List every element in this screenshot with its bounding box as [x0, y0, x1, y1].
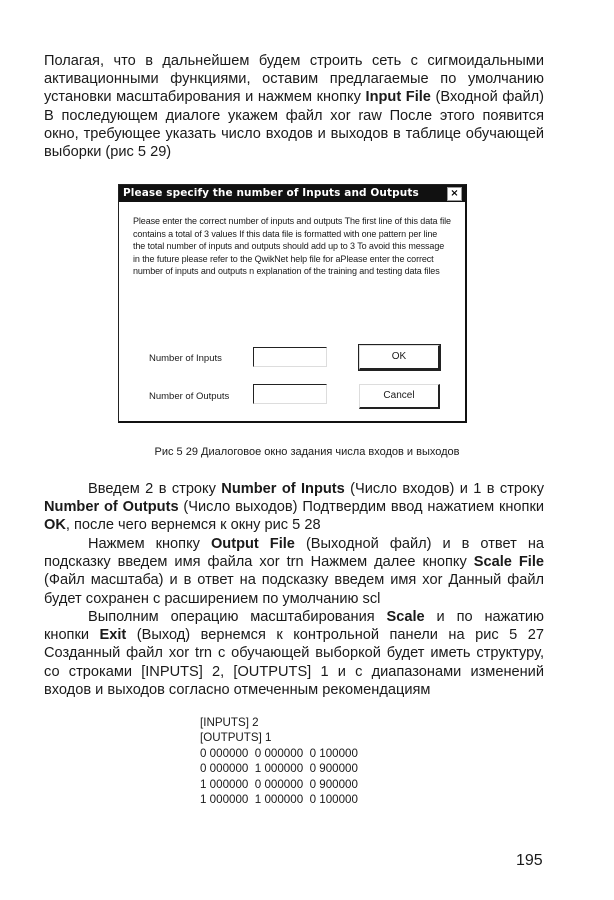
dialog-title: Please specify the number of Inputs and Outputs	[123, 187, 419, 199]
paragraph-4: Выполним операцию масштабирования Scale и по нажатию кнопки Exit (Выход) вернемся к контрольной панели на рис 5 27 Созданный файл xor trn с обучающей выборкой будет иметь структуру, со строками [INPUTS] 2, [OUTPUTS] 1 и с диапазонами изменений входов и выходов согласно отмеченным рекомендациям	[44, 609, 544, 698]
term-input-file: Input File	[365, 89, 431, 106]
paragraph-3: Нажмем кнопку Output File (Выходной файл) и в ответ на подсказку введем имя файла xor trn Нажмем далее кнопку Scale File (Файл масштаба) и в ответ на подсказку введем имя xor Данный файл будет сохранен с расширением по умолчанию scl	[44, 536, 544, 607]
cancel-button[interactable]: Cancel	[359, 384, 440, 409]
data-line: [INPUTS] 2	[200, 716, 259, 729]
data-line: [OUTPUTS] 1	[200, 731, 272, 745]
paragraph-1: Полагая, что в дальнейшем будем строить сеть с сигмоидальными активационными функциями, оставим предлагаемые по умолчанию установки масштабирования и нажмем кнопку Input File (Входной файл) В последующем диалоге укажем файл xor raw После этого появится окно, требующее указать число входов и выходов в таблице обучающей выборки (рис 5 29)	[44, 53, 544, 161]
data-line: 0 000000 1 000000 0 900000	[200, 762, 358, 776]
figure-caption: Рис 5 29 Диалоговое окно задания числа входов и выходов	[154, 446, 460, 458]
data-line: 1 000000 0 000000 0 900000	[200, 777, 358, 791]
close-icon[interactable]: ×	[447, 187, 462, 201]
dialog-title-bar	[119, 185, 465, 202]
number-of-inputs-field[interactable]	[253, 347, 327, 367]
number-of-outputs-label: Number of Outputs	[149, 391, 230, 402]
page-number: 195	[516, 852, 543, 869]
data-line: 1 000000 1 000000 0 100000	[200, 793, 358, 807]
ok-button[interactable]: OK	[359, 345, 440, 370]
data-line: 0 000000 0 000000 0 100000	[200, 746, 358, 760]
number-of-inputs-label: Number of Inputs	[149, 353, 222, 364]
specify-inputs-outputs-dialog	[118, 184, 467, 423]
training-data-listing	[200, 715, 358, 807]
number-of-outputs-field[interactable]	[253, 384, 327, 404]
dialog-message: Please enter the correct number of inputs and outputs The first line of this data file contains a total of 3 values If this data file is formatted with one pattern per line the total number of inputs and outputs should add up to 3 To avoid this message in the future please refer to the QwikNet help file for aPlease enter the correct number of inputs and outputs n explanation of the training and testing data files	[133, 216, 451, 277]
paragraph-2: Введем 2 в строку Number of Inputs (Число входов) и 1 в строку Number of Outputs (Число выходов) Подтвердим ввод нажатием кнопки OK, после чего вернемся к окну рис 5 28	[44, 481, 544, 534]
